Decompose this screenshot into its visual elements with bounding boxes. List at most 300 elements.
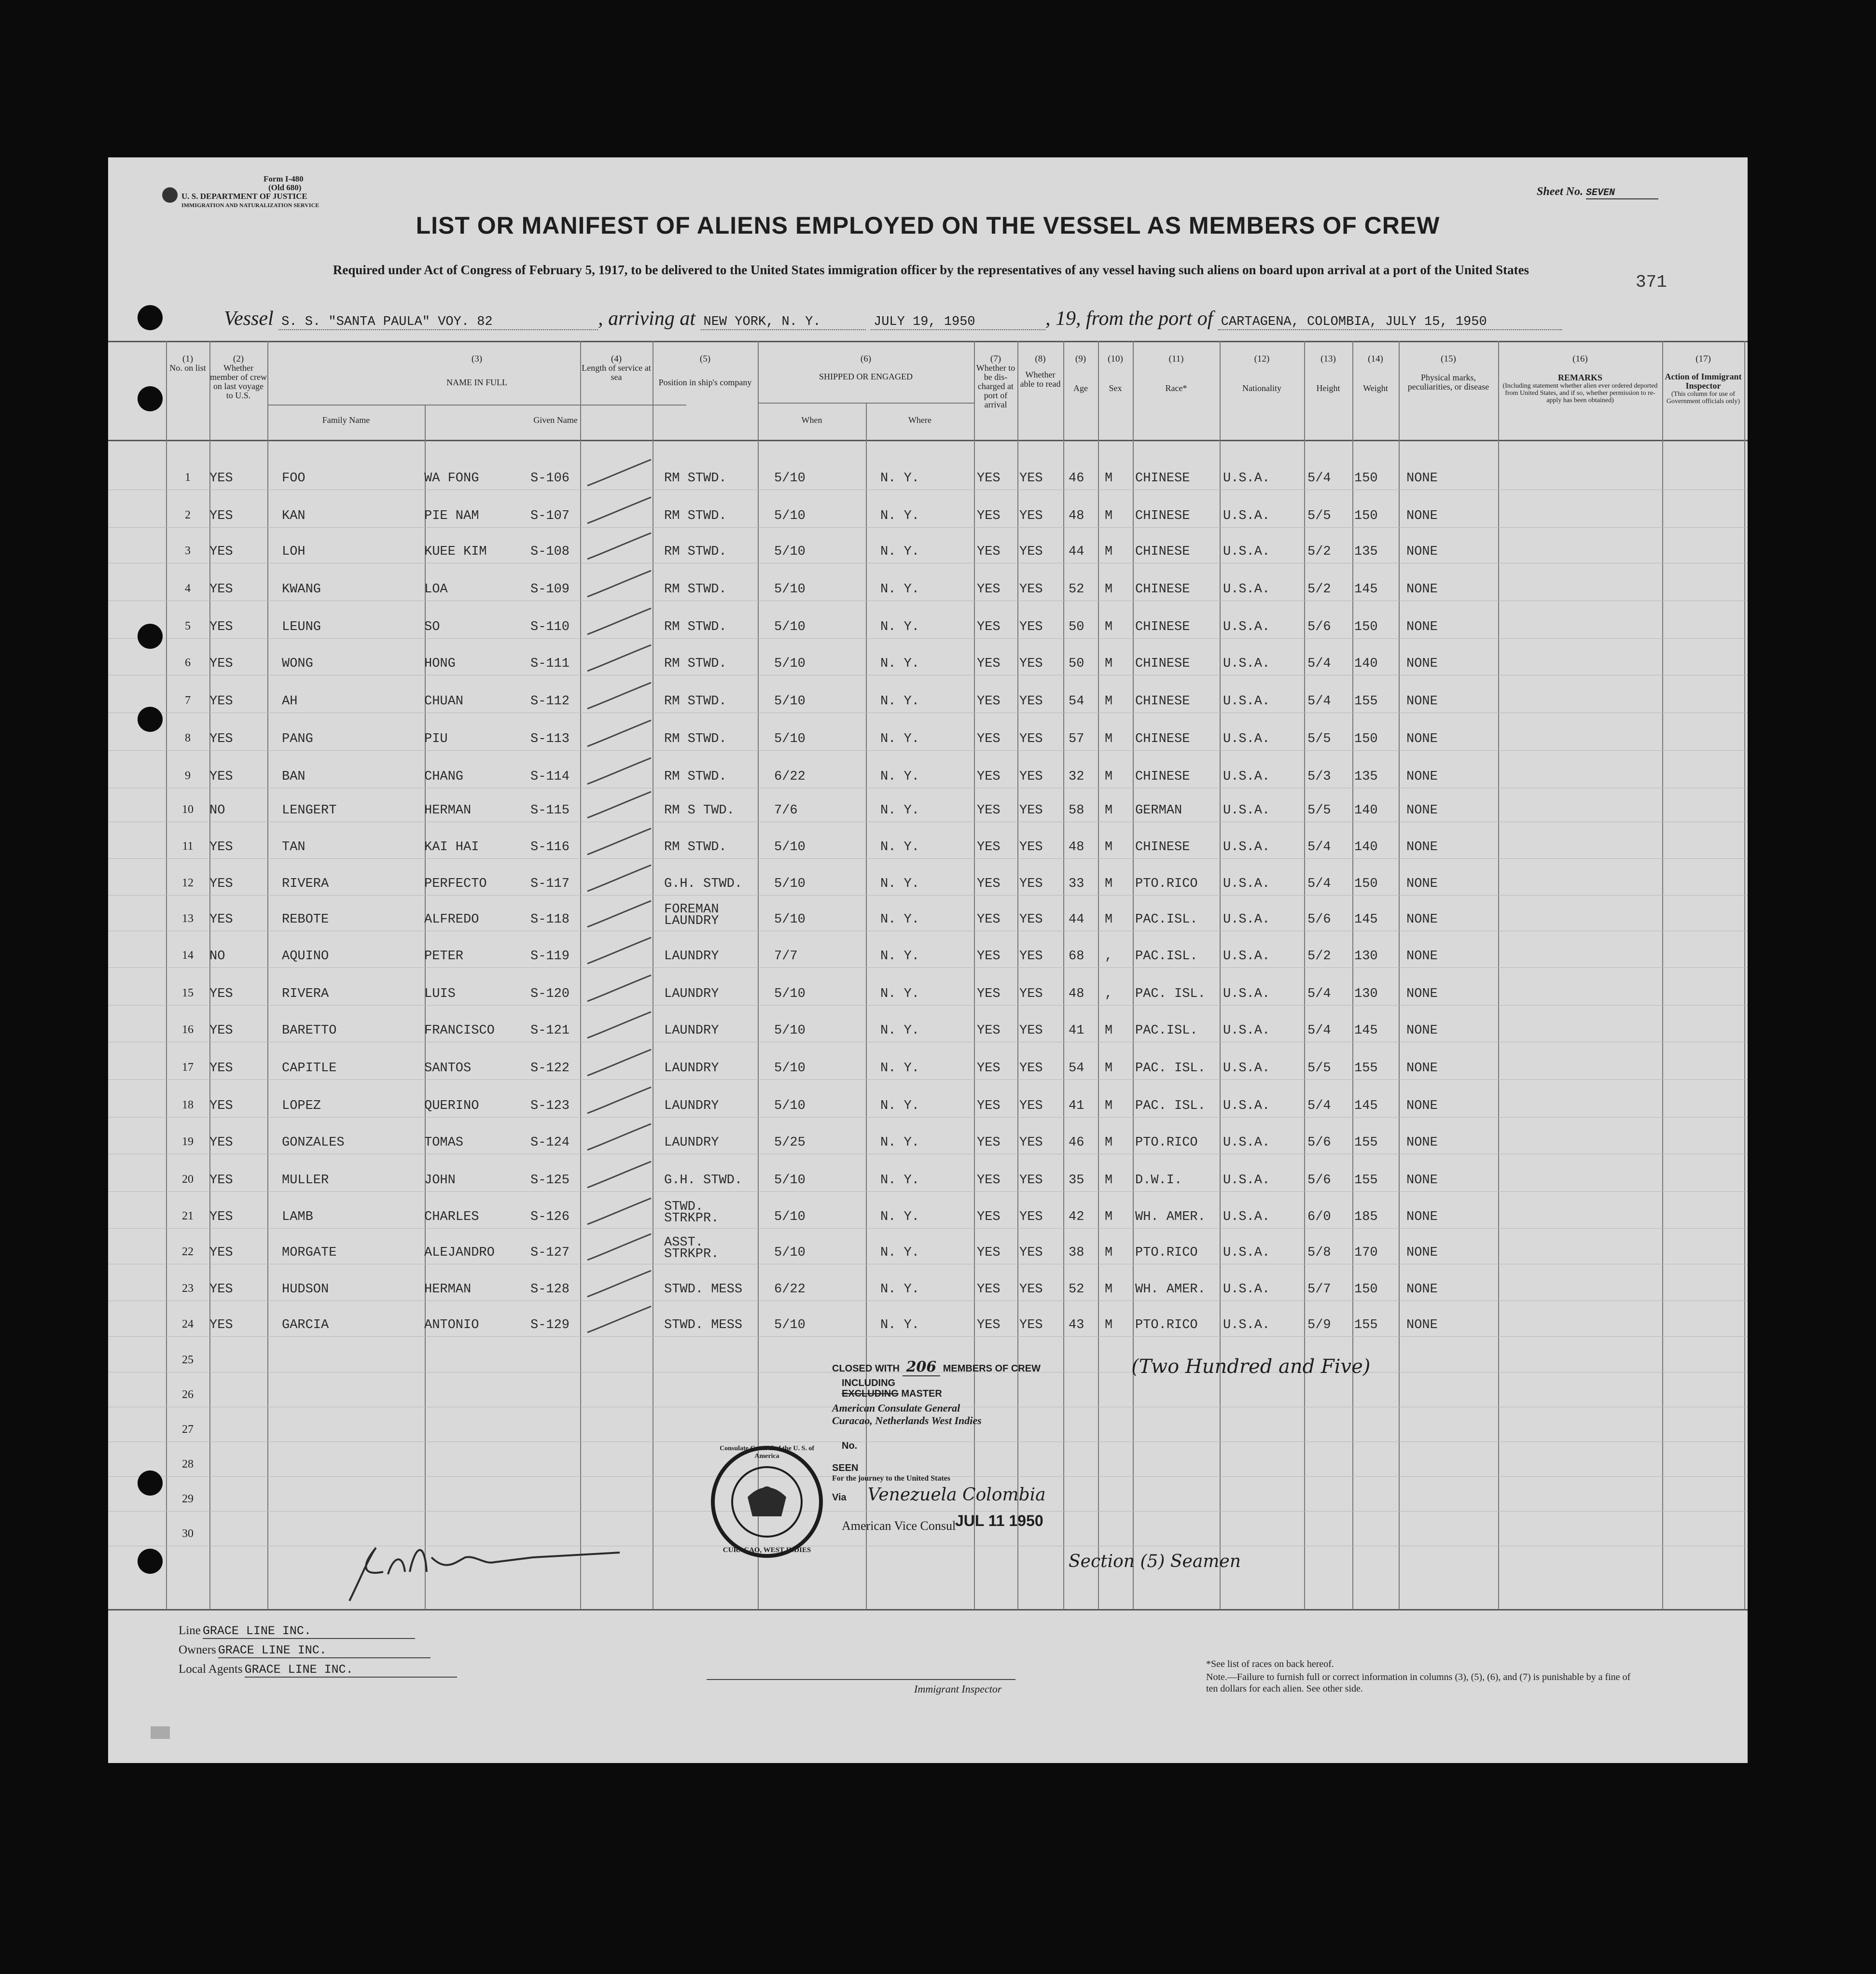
row-rule (108, 1191, 1748, 1192)
height: 5/4 (1307, 987, 1331, 1001)
row-rule (108, 1336, 1748, 1337)
nationality: U.S.A. (1223, 471, 1270, 486)
shipped-where: N. Y. (880, 1173, 920, 1188)
height: 6/0 (1307, 1210, 1331, 1224)
service-check-mark-icon (584, 1303, 656, 1337)
given-name: PIE NAM (424, 509, 479, 523)
shipped-when: 5/10 (774, 840, 806, 854)
binder-hole (138, 1549, 163, 1574)
able-to-read: YES (1019, 657, 1043, 671)
family-name: MORGATE (282, 1246, 337, 1260)
nationality: U.S.A. (1223, 694, 1270, 709)
race: CHINESE (1135, 694, 1190, 709)
service-check-mark-icon (584, 680, 656, 714)
service-check-mark-icon (584, 1195, 656, 1229)
physical-marks: NONE (1406, 1061, 1438, 1076)
shipped-when: 5/10 (774, 694, 806, 709)
able-to-read: YES (1019, 471, 1043, 486)
physical-marks: NONE (1406, 471, 1438, 486)
row-number: 12 (182, 877, 194, 889)
master-signature (330, 1528, 629, 1610)
nationality: U.S.A. (1223, 1061, 1270, 1076)
service-check-mark-icon (584, 717, 656, 751)
discharged: YES (977, 1246, 1001, 1260)
shipped-where: N. Y. (880, 803, 920, 818)
age: 46 (1069, 471, 1084, 486)
weight: 145 (1354, 582, 1378, 597)
page-title: LIST OR MANIFEST OF ALIENS EMPLOYED ON THE VESSEL AS MEMBERS OF CREW (416, 212, 1440, 239)
discharged: YES (977, 657, 1001, 671)
sex: M (1105, 1061, 1113, 1076)
shipped-when: 5/10 (774, 620, 806, 634)
race: PAC. ISL. (1135, 1061, 1206, 1076)
family-name: REBOTE (282, 912, 329, 927)
service-name: IMMIGRATION AND NATURALIZATION SERVICE (181, 202, 320, 209)
physical-marks: NONE (1406, 803, 1438, 818)
nationality: U.S.A. (1223, 1135, 1270, 1150)
shipped-where: N. Y. (880, 1318, 920, 1332)
when-header: When (801, 415, 822, 425)
consulate-name: American Consulate General (832, 1402, 960, 1414)
crew-id: S-109 (530, 582, 570, 597)
race: CHINESE (1135, 657, 1190, 671)
able-to-read: YES (1019, 803, 1043, 818)
age: 41 (1069, 1023, 1084, 1038)
height: 5/4 (1307, 471, 1331, 486)
service-check-mark-icon (584, 605, 656, 639)
family-name: KWANG (282, 582, 321, 597)
last-voyage: YES (209, 877, 233, 891)
height: 5/3 (1307, 770, 1331, 784)
col17-header: (17) Action of Immigrant Inspector (This column for use of Government officials only) (1665, 354, 1742, 405)
sex: M (1105, 1246, 1113, 1260)
column-rule (1744, 341, 1745, 1610)
discharged: YES (977, 803, 1001, 818)
last-voyage: YES (209, 1210, 233, 1224)
nationality: U.S.A. (1223, 1282, 1270, 1297)
last-voyage: YES (209, 471, 233, 486)
sex: M (1105, 840, 1113, 854)
where-header: Where (908, 415, 931, 425)
position: RM STWD. (664, 545, 727, 559)
row-number: 23 (182, 1282, 194, 1295)
height: 5/9 (1307, 1318, 1331, 1332)
height: 5/4 (1307, 657, 1331, 671)
row-rule (108, 858, 1748, 859)
col14-header: (14) Weight (1363, 354, 1388, 393)
position: ASST. STRKPR. (664, 1235, 719, 1261)
discharged: YES (977, 545, 1001, 559)
row-number: 8 (185, 732, 191, 744)
crew-id: S-116 (530, 840, 570, 854)
owners-value: GRACE LINE INC. (218, 1643, 431, 1658)
shipped-where: N. Y. (880, 1099, 920, 1113)
family-name: AQUINO (282, 949, 329, 964)
age: 43 (1069, 1318, 1084, 1332)
row-number: 5 (185, 620, 191, 632)
col8-header: (8) Whether able to read (1020, 354, 1061, 389)
age: 41 (1069, 1099, 1084, 1113)
given-name: HERMAN (424, 803, 472, 818)
weight: 155 (1354, 1061, 1378, 1076)
sex: M (1105, 912, 1113, 927)
binder-hole (138, 305, 163, 330)
vice-consul-label: American Vice Consul (842, 1519, 956, 1533)
physical-marks: NONE (1406, 732, 1438, 746)
col15-header: (15) Physical marks, peculiarities, or disease (1407, 354, 1489, 392)
crew-id: S-106 (530, 471, 570, 486)
column-rule (267, 341, 268, 1610)
age: 54 (1069, 1061, 1084, 1076)
race: CHINESE (1135, 770, 1190, 784)
given-name: LOA (424, 582, 448, 597)
able-to-read: YES (1019, 770, 1043, 784)
given-name: SO (424, 620, 440, 634)
able-to-read: YES (1019, 545, 1043, 559)
discharged: YES (977, 732, 1001, 746)
family-name: BARETTO (282, 1023, 337, 1038)
last-voyage: YES (209, 770, 233, 784)
position: RM STWD. (664, 770, 727, 784)
physical-marks: NONE (1406, 620, 1438, 634)
able-to-read: YES (1019, 1246, 1043, 1260)
crew-id: S-119 (530, 949, 570, 964)
race: WH. AMER. (1135, 1282, 1206, 1297)
nationality: U.S.A. (1223, 1246, 1270, 1260)
subtitle: Required under Act of Congress of February 5, 1917, to be delivered to the United States immigration officer by the representatives of any vessel having such aliens on board upon arrival at a port of the United States (333, 263, 1529, 277)
sex: M (1105, 657, 1113, 671)
vessel-name: S. S. "SANTA PAULA" VOY. 82 (278, 315, 598, 330)
weight: 155 (1354, 1135, 1378, 1150)
last-voyage: YES (209, 582, 233, 597)
given-name: HONG (424, 657, 456, 671)
service-check-mark-icon (584, 935, 656, 968)
physical-marks: NONE (1406, 1173, 1438, 1188)
able-to-read: YES (1019, 1210, 1043, 1224)
position: LAUNDRY (664, 1061, 719, 1076)
physical-marks: NONE (1406, 770, 1438, 784)
given-name-header: Given Name (533, 415, 578, 425)
sex: M (1105, 1135, 1113, 1150)
discharged: YES (977, 582, 1001, 597)
manifest-sheet (108, 157, 1748, 1763)
sex: M (1105, 1023, 1113, 1038)
row-rule (108, 638, 1748, 639)
position: STWD. MESS (664, 1318, 743, 1332)
weight: 145 (1354, 1023, 1378, 1038)
form-number: Form I-480 (264, 174, 304, 183)
position: RM STWD. (664, 694, 727, 709)
weight: 150 (1354, 1282, 1378, 1297)
race: PTO.RICO (1135, 1318, 1198, 1332)
shipped-when: 5/10 (774, 471, 806, 486)
discharged: YES (977, 1135, 1001, 1150)
given-name: ALEJANDRO (424, 1246, 495, 1260)
shipped-when: 5/10 (774, 987, 806, 1001)
last-voyage: YES (209, 1246, 233, 1260)
row-number: 20 (182, 1173, 194, 1186)
position: LAUNDRY (664, 1099, 719, 1113)
last-voyage: YES (209, 657, 233, 671)
age: 44 (1069, 545, 1084, 559)
column-rule (1662, 341, 1663, 1610)
shipped-when: 5/10 (774, 657, 806, 671)
age: 42 (1069, 1210, 1084, 1224)
physical-marks: NONE (1406, 1246, 1438, 1260)
race: PTO.RICO (1135, 877, 1198, 891)
race: PAC.ISL. (1135, 949, 1198, 964)
shipped-where: N. Y. (880, 949, 920, 964)
family-name: CAPITLE (282, 1061, 337, 1076)
row-number: 1 (185, 471, 191, 484)
sex: M (1105, 732, 1113, 746)
crew-id: S-126 (530, 1210, 570, 1224)
crew-id: S-128 (530, 1282, 570, 1297)
stamp-date: JUL 11 1950 (955, 1512, 1043, 1529)
position: RM STWD. (664, 509, 727, 523)
family-name: LOPEZ (282, 1099, 321, 1113)
last-voyage: YES (209, 509, 233, 523)
last-voyage: YES (209, 1023, 233, 1038)
sex: M (1105, 1173, 1113, 1188)
given-name: LUIS (424, 987, 456, 1001)
family-name: GONZALES (282, 1135, 345, 1150)
nationality: U.S.A. (1223, 1173, 1270, 1188)
given-name: CHANG (424, 770, 464, 784)
sex: M (1105, 694, 1113, 709)
race: PAC.ISL. (1135, 912, 1198, 927)
nationality: U.S.A. (1223, 1318, 1270, 1332)
binder-hole (138, 1470, 163, 1496)
nationality: U.S.A. (1223, 803, 1270, 818)
sex: M (1105, 770, 1113, 784)
position: G.H. STWD. (664, 877, 743, 891)
shipped-when: 5/10 (774, 1210, 806, 1224)
shipped-where: N. Y. (880, 620, 920, 634)
shipped-where: N. Y. (880, 694, 920, 709)
sex: M (1105, 803, 1113, 818)
family-name: PANG (282, 732, 313, 746)
family-name: LOH (282, 545, 306, 559)
race: CHINESE (1135, 620, 1190, 634)
physical-marks: NONE (1406, 694, 1438, 709)
nationality: U.S.A. (1223, 732, 1270, 746)
able-to-read: YES (1019, 840, 1043, 854)
weight: 150 (1354, 620, 1378, 634)
last-voyage: YES (209, 987, 233, 1001)
weight: 140 (1354, 657, 1378, 671)
shipped-when: 5/10 (774, 1246, 806, 1260)
arrival-date: JULY 19, 1950 (871, 315, 1045, 330)
age: 68 (1069, 949, 1084, 964)
weight: 170 (1354, 1246, 1378, 1260)
sheet-number-label: Sheet No. (1537, 185, 1583, 198)
weight: 150 (1354, 471, 1378, 486)
able-to-read: YES (1019, 1318, 1043, 1332)
weight: 150 (1354, 732, 1378, 746)
last-voyage: YES (209, 620, 233, 634)
position: STWD. STRKPR. (664, 1200, 719, 1226)
given-name: PIU (424, 732, 448, 746)
position: RM S TWD. (664, 803, 735, 818)
given-name: ALFREDO (424, 912, 479, 927)
position: RM STWD. (664, 732, 727, 746)
family-name: GARCIA (282, 1318, 329, 1332)
col4-header: (4) Length of service at sea (582, 354, 651, 382)
age: 52 (1069, 1282, 1084, 1297)
form-old-number: (Old 680) (268, 183, 302, 192)
signature-scrawl-icon (330, 1528, 629, 1610)
department-name: U. S. DEPARTMENT OF JUSTICE (181, 192, 307, 201)
given-name: ANTONIO (424, 1318, 479, 1332)
weight: 130 (1354, 949, 1378, 964)
col13-header: (13) Height (1316, 354, 1340, 393)
able-to-read: YES (1019, 1173, 1043, 1188)
shipped-when: 5/10 (774, 1061, 806, 1076)
physical-marks: NONE (1406, 1099, 1438, 1113)
shipped-where: N. Y. (880, 1210, 920, 1224)
age: 32 (1069, 770, 1084, 784)
nationality: U.S.A. (1223, 1210, 1270, 1224)
line-label: Line (179, 1624, 201, 1637)
discharged: YES (977, 1173, 1001, 1188)
weight: 150 (1354, 509, 1378, 523)
age: 48 (1069, 509, 1084, 523)
last-voyage: NO (209, 949, 225, 964)
row-rule (108, 1117, 1748, 1118)
last-voyage: YES (209, 1099, 233, 1113)
physical-marks: NONE (1406, 987, 1438, 1001)
discharged: YES (977, 840, 1001, 854)
row-rule (108, 1005, 1748, 1006)
row-rule (108, 1228, 1748, 1229)
crew-id: S-122 (530, 1061, 570, 1076)
nationality: U.S.A. (1223, 620, 1270, 634)
row-number: 17 (182, 1061, 194, 1074)
shipped-where: N. Y. (880, 840, 920, 854)
department-seal-icon (162, 187, 178, 203)
weight: 130 (1354, 987, 1378, 1001)
discharged: YES (977, 1023, 1001, 1038)
discharged: YES (977, 987, 1001, 1001)
column-rule (209, 341, 210, 1610)
shipped-where: N. Y. (880, 1246, 920, 1260)
given-name: QUERINO (424, 1099, 479, 1113)
family-name: RIVERA (282, 877, 329, 891)
shipped-when: 5/10 (774, 1173, 806, 1188)
vessel-label: Vessel (224, 308, 274, 330)
age: 48 (1069, 840, 1084, 854)
race: CHINESE (1135, 582, 1190, 597)
last-voyage: YES (209, 1282, 233, 1297)
race: CHINESE (1135, 545, 1190, 559)
row-number: 19 (182, 1135, 194, 1148)
nationality: U.S.A. (1223, 987, 1270, 1001)
family-name: KAN (282, 509, 306, 523)
col10-header: (10) Sex (1108, 354, 1123, 393)
members-label: MEMBERS OF CREW (943, 1363, 1041, 1374)
discharged: YES (977, 1099, 1001, 1113)
column-rule (758, 341, 759, 1610)
shipped-when: 6/22 (774, 770, 806, 784)
service-check-mark-icon (584, 642, 656, 676)
service-check-mark-icon (584, 862, 656, 896)
shipped-when: 5/10 (774, 732, 806, 746)
consulate-seal (709, 1444, 825, 1560)
service-check-mark-icon (584, 898, 656, 932)
able-to-read: YES (1019, 1282, 1043, 1297)
family-name: FOO (282, 471, 306, 486)
sex: M (1105, 545, 1113, 559)
service-check-mark-icon (584, 1084, 656, 1118)
position: STWD. MESS (664, 1282, 743, 1297)
nationality: U.S.A. (1223, 545, 1270, 559)
journey-label: For the journey to the United States (832, 1474, 951, 1483)
age: 33 (1069, 877, 1084, 891)
col5-header: (5) Position in ship's company (658, 354, 752, 387)
shipped-where: N. Y. (880, 1023, 920, 1038)
row-number: 25 (182, 1354, 194, 1366)
crew-count: 206 (903, 1358, 941, 1376)
including-label: INCLUDING (842, 1378, 896, 1388)
last-voyage: NO (209, 803, 225, 818)
crew-id: S-112 (530, 694, 570, 709)
discharged: YES (977, 1061, 1001, 1076)
given-name: CHUAN (424, 694, 464, 709)
physical-marks: NONE (1406, 877, 1438, 891)
given-name: KUEE KIM (424, 545, 487, 559)
position: RM STWD. (664, 657, 727, 671)
page-number: 371 (1636, 272, 1667, 292)
via-value: Venezuela Colombia (867, 1485, 1046, 1505)
physical-marks: NONE (1406, 1210, 1438, 1224)
crew-id: S-129 (530, 1318, 570, 1332)
shipped-when: 5/10 (774, 582, 806, 597)
row-number: 9 (185, 770, 191, 782)
height: 5/5 (1307, 1061, 1331, 1076)
shipped-when: 5/10 (774, 545, 806, 559)
sex: , (1105, 987, 1113, 1001)
age: 58 (1069, 803, 1084, 818)
seen-label: SEEN (832, 1463, 859, 1473)
height: 5/4 (1307, 840, 1331, 854)
row-number: 18 (182, 1099, 194, 1111)
printer-mark-icon (151, 1726, 170, 1739)
nationality: U.S.A. (1223, 509, 1270, 523)
discharged: YES (977, 694, 1001, 709)
position: FOREMAN LAUNDRY (664, 902, 719, 928)
physical-marks: NONE (1406, 1318, 1438, 1332)
col1-header: (1) No. on list (169, 354, 206, 373)
sheet-number (1537, 185, 1658, 199)
weight: 185 (1354, 1210, 1378, 1224)
last-voyage: YES (209, 545, 233, 559)
age: 44 (1069, 912, 1084, 927)
height: 5/5 (1307, 732, 1331, 746)
closing-stamp (832, 1356, 1488, 1571)
col11-header: (11) Race* (1165, 354, 1187, 393)
family-name: BAN (282, 770, 306, 784)
height: 5/7 (1307, 1282, 1331, 1297)
sheet-number-value: SEVEN (1586, 187, 1658, 199)
crew-id: S-125 (530, 1173, 570, 1188)
consular-seal-icon (709, 1444, 825, 1560)
age: 50 (1069, 657, 1084, 671)
physical-marks: NONE (1406, 1135, 1438, 1150)
crew-count-words: (Two Hundred and Five) (1131, 1356, 1371, 1378)
vessel-line (224, 307, 1562, 330)
weight: 140 (1354, 803, 1378, 818)
